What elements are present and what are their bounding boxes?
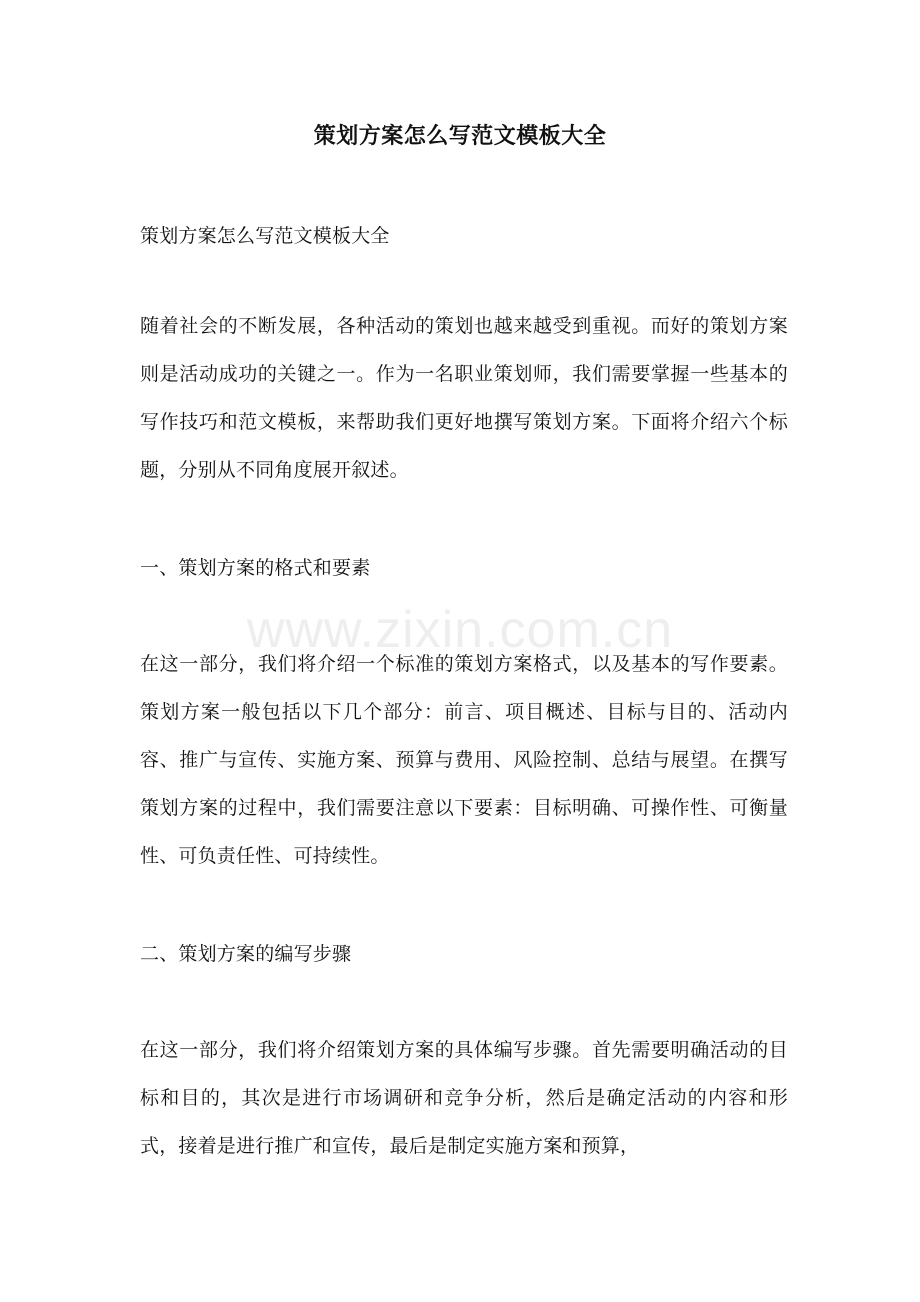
document-subtitle: 策划方案怎么写范文模板大全 <box>140 225 390 247</box>
section-paragraph-steps: 在这一部分，我们将介绍策划方案的具体编写步骤。首先需要明确活动的目标和目的，其次是进行市场调研和竞争分析，然后是确定活动的内容和形式，接着是进行推广和宣传，最后是制定实施方案和预算， <box>140 1039 788 1157</box>
page-title: 策划方案怎么写范文模板大全 <box>313 123 607 149</box>
intro-paragraph: 随着社会的不断发展，各种活动的策划也越来越受到重视。而好的策划方案则是活动成功的关键之一。作为一名职业策划师，我们需要掌握一些基本的写作技巧和范文模板，来帮助我们更好地撰写策划方案。下面将介绍六个标题，分别从不同角度展开叙述。 <box>140 315 788 481</box>
section-paragraph-format: 在这一部分，我们将介绍一个标准的策划方案格式，以及基本的写作要素。策划方案一般包括以下几个部分：前言、项目概述、目标与目的、活动内容、推广与宣传、实施方案、预算与费用、风险控制、总结与展望。在撰写策划方案的过程中，我们需要注意以下要素：目标明确、可操作性、可衡量性、可负责任性、可持续性。 <box>140 653 788 867</box>
section-heading-format: 一、策划方案的格式和要素 <box>140 557 371 579</box>
site-watermark: www.zixin.com.cn <box>246 601 674 659</box>
section-heading-steps: 二、策划方案的编写步骤 <box>140 943 352 965</box>
